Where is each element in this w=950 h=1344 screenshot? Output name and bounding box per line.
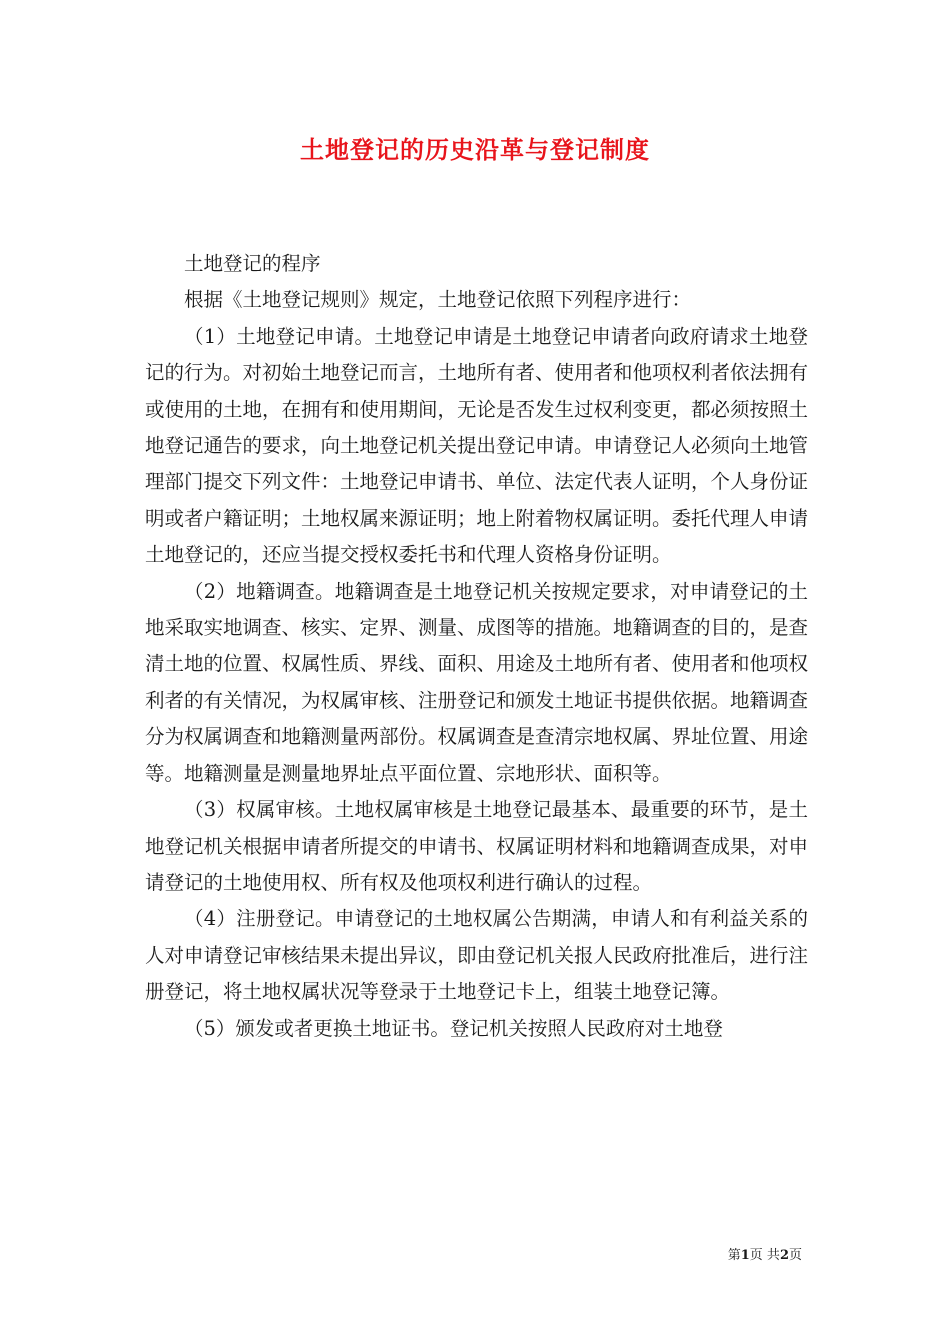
- document-title: 土地登记的历史沿革与登记制度: [300, 135, 650, 164]
- paragraph-step-4: （4）注册登记。申请登记的土地权属公告期满，申请人和有利益关系的人对申请登记审核结果未提出异议，即由登记机关报人民政府批准后，进行注册登记，将土地权属状况等登录于土地登记卡上，组装土地登记簿。: [145, 907, 809, 1004]
- page-number-footer: [728, 1247, 802, 1265]
- total-page-number: 2: [779, 1248, 789, 1263]
- paragraph-step-1: （1）土地登记申请。土地登记申请是土地登记申请者向政府请求土地登记的行为。对初始土地登记而言，土地所有者、使用者和他项权利者依法拥有或使用的土地，在拥有和使用期间，无论是否发生过权利变更，都必须按照土地登记通告的要求，向土地登记机关提出登记申请。申请登记人必须向土地管理部门提交下列文件：土地登记申请书、单位、法定代表人证明，个人身份证明或者户籍证明；土地权属来源证明；地上附着物权属证明。委托代理人申请土地登记的，还应当提交授权委托书和代理人资格身份证明。: [145, 324, 809, 567]
- footer-middle: 页 共: [749, 1248, 780, 1263]
- paragraph-step-5: （5）颁发或者更换土地证书。登记机关按照人民政府对土地登: [184, 1016, 723, 1040]
- paragraph-intro: 根据《土地登记规则》规定，土地登记依照下列程序进行：: [184, 288, 692, 312]
- footer-suffix: 页: [788, 1248, 802, 1263]
- section-heading: 土地登记的程序: [184, 252, 321, 275]
- footer-prefix: 第: [727, 1248, 741, 1263]
- paragraph-step-2: （2）地籍调查。地籍调查是土地登记机关按规定要求，对申请登记的土地采取实地调查、核实、定界、测量、成图等的措施。地籍调查的目的，是查清土地的位置、权属性质、界线、面积、用途及土地所有者、使用者和他项权利者的有关情况，为权属审核、注册登记和颁发土地证书提供依据。地籍调查分为权属调查和地籍测量两部份。权属调查是查清宗地权属、界址位置、用途等。地籍测量是测量地界址点平面位置、宗地形状、面积等。: [145, 579, 809, 785]
- paragraph-step-3: （3）权属审核。土地权属审核是土地登记最基本、最重要的环节，是土地登记机关根据申请者所提交的申请书、权属证明材料和地籍调查成果，对申请登记的土地使用权、所有权及他项权利进行确认的过程。: [145, 798, 809, 894]
- current-page-number: 1: [740, 1248, 750, 1263]
- document-body: [145, 246, 808, 1047]
